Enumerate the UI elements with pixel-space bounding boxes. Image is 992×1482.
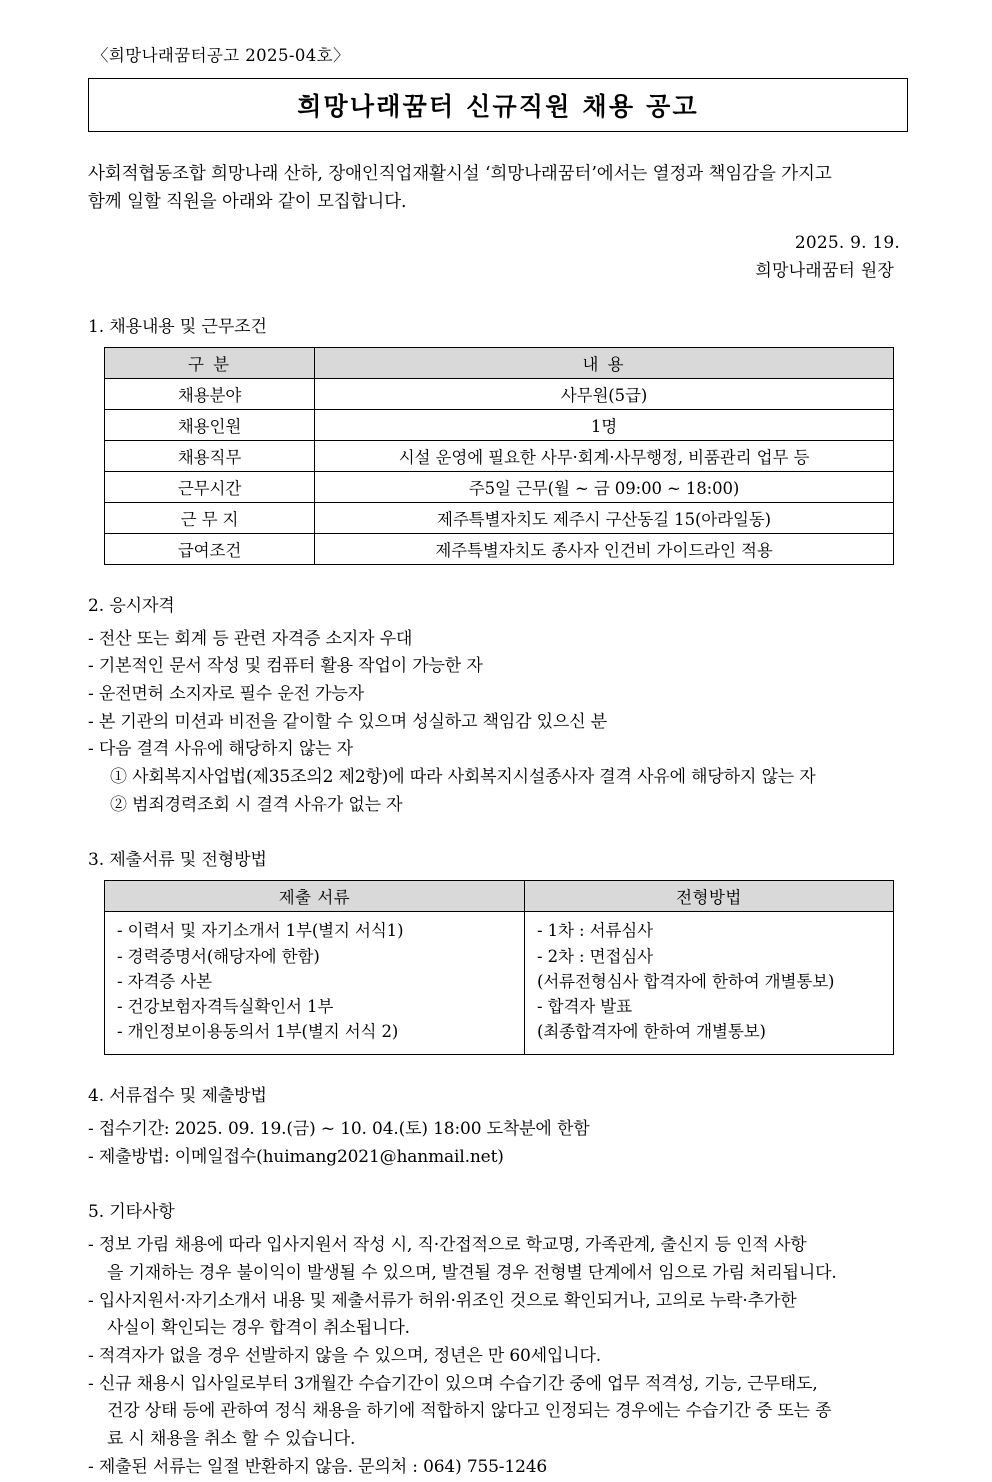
- list-item: - 입사지원서·자기소개서 내용 및 제출서류가 허위·위조인 것으로 확인되거나, 고의로 누락·추가한: [88, 1290, 797, 1311]
- document-line: - 건강보험자격득실확인서 1부: [117, 996, 334, 1016]
- intro-paragraph: [88, 160, 906, 217]
- list-item: - 기본적인 문서 작성 및 컴퓨터 활용 작업이 가능한 자: [88, 656, 483, 677]
- list-item: - 정보 가림 채용에 따라 입사지원서 작성 시, 직·간접적으로 학교명, 가족관계, 출신지 등 인적 사항: [88, 1235, 807, 1256]
- section-2-heading: 2. 응시자격: [88, 595, 175, 616]
- table-header-cell: 내 용: [315, 347, 894, 378]
- section-4-list: [88, 1116, 906, 1171]
- table-row: [105, 440, 894, 471]
- list-item: - 신규 채용시 입사일로부터 3개월간 수습기간이 있으며 수습기간 중에 업무 적격성, 기능, 근무태도,: [88, 1373, 818, 1394]
- documents-and-screening-table: [104, 880, 894, 1054]
- list-item-continuation: 건강 상태 등에 관하여 정식 채용을 하기에 적합하지 않다고 인정되는 경우에는 수습기간 중 또는 종: [107, 1401, 832, 1422]
- page-title: 희망나래꿈터 신규직원 채용 공고: [297, 91, 699, 121]
- screening-line: - 2차 : 면접심사: [537, 946, 653, 966]
- signer-name: 희망나래꿈터 원장: [755, 261, 894, 282]
- list-item-continuation: 을 기재하는 경우 불이익이 발생될 수 있으며, 발견될 경우 전형별 단계에서 임으로 가림 처리됩니다.: [107, 1262, 837, 1283]
- table-cell-label: 근 무 지: [105, 502, 315, 533]
- document-line: - 경력증명서(해당자에 한함): [117, 946, 320, 966]
- date-signature-block: [88, 230, 900, 285]
- list-item: - 접수기간: 2025. 09. 19.(금) ~ 10. 04.(토) 18:00 도착분에 한함: [88, 1118, 590, 1139]
- table-row: [105, 471, 894, 502]
- intro-line-2: 함께 일할 직원을 아래와 같이 모집합니다.: [88, 192, 407, 213]
- table-header-cell: 제출 서류: [105, 881, 525, 912]
- list-item: - 운전면허 소지자로 필수 운전 가능자: [88, 683, 364, 704]
- table-header-cell: 전형방법: [525, 881, 894, 912]
- list-item-continuation: 사실이 확인되는 경우 합격이 취소됩니다.: [107, 1318, 410, 1339]
- screening-line: (서류전형심사 합격자에 한하여 개별통보): [537, 971, 835, 991]
- screening-line: (최종합격자에 한하여 개별통보): [537, 1021, 766, 1041]
- table-row: [105, 533, 894, 564]
- list-item: - 적격자가 없을 경우 선발하지 않을 수 있으며, 정년은 만 60세입니다.: [88, 1346, 602, 1367]
- list-item: - 다음 결격 사유에 해당하지 않는 자: [88, 739, 353, 760]
- screening-line: - 1차 : 서류심사: [537, 921, 653, 941]
- table-cell-label: 근무시간: [105, 471, 315, 502]
- list-item-continuation: 료 시 채용을 취소 할 수 있습니다.: [107, 1429, 356, 1450]
- screening-method-cell: [525, 912, 894, 1054]
- section-5-list: [88, 1232, 906, 1481]
- required-documents-cell: [105, 912, 525, 1054]
- table-header-row: [105, 347, 894, 378]
- table-cell-value: 시설 운영에 필요한 사무·회계·사무행정, 비품관리 업무 등: [315, 440, 894, 471]
- table-cell-value: 주5일 근무(월 ~ 금 09:00 ~ 18:00): [315, 471, 894, 502]
- table-cell-label: 채용분야: [105, 378, 315, 409]
- table-row: [105, 378, 894, 409]
- intro-line-1: 사회적협동조합 희망나래 산하, 장애인직업재활시설 ‘희망나래꿈터’에서는 열정과 책임감을 가지고: [88, 163, 832, 184]
- table-cell-label: 급여조건: [105, 533, 315, 564]
- section-1-heading: 1. 채용내용 및 근무조건: [88, 316, 267, 337]
- table-row: [105, 912, 894, 1054]
- table-cell-value: 사무원(5급): [315, 378, 894, 409]
- screening-line: - 합격자 발표: [537, 996, 632, 1016]
- list-item: - 제출방법: 이메일접수(huimang2021@hanmail.net): [88, 1146, 504, 1167]
- list-item: - 본 기관의 미션과 비전을 같이할 수 있으며 성실하고 책임감 있으신 분: [88, 711, 608, 732]
- document-line: - 자격증 사본: [117, 971, 212, 991]
- table-cell-label: 채용직무: [105, 440, 315, 471]
- table-row: [105, 409, 894, 440]
- table-cell-value: 제주특별자치도 제주시 구산동길 15(아라일동): [315, 502, 894, 533]
- section-5-heading: 5. 기타사항: [88, 1202, 175, 1223]
- section-2-list: [88, 626, 906, 820]
- title-box: [88, 78, 908, 132]
- table-cell-label: 채용인원: [105, 409, 315, 440]
- list-item: - 전산 또는 회계 등 관련 자격증 소지자 우대: [88, 628, 413, 649]
- document-line: - 개인정보이용동의서 1부(별지 서식 2): [117, 1021, 399, 1041]
- table-header-cell: 구 분: [105, 347, 315, 378]
- table-cell-value: 제주특별자치도 종사자 인건비 가이드라인 적용: [315, 533, 894, 564]
- table-cell-value: 1명: [315, 409, 894, 440]
- list-sub-item: ① 사회복지사업법(제35조의2 제2항)에 따라 사회복지시설종사자 결격 사유에 해당하지 않는 자: [110, 767, 816, 788]
- list-item-contact: - 제출된 서류는 일절 반환하지 않음. 문의처 : 064) 755-1246: [88, 1456, 548, 1477]
- issue-date: 2025. 9. 19.: [794, 233, 900, 254]
- document-number: 〈희망나래꿈터공고 2025-04호〉: [92, 46, 350, 65]
- table-header-row: [105, 881, 894, 912]
- recruitment-details-table: [104, 347, 894, 565]
- document-line: - 이력서 및 자기소개서 1부(별지 서식1): [117, 921, 404, 941]
- section-3-heading: 3. 제출서류 및 전형방법: [88, 850, 267, 871]
- table-row: [105, 502, 894, 533]
- list-sub-item: ② 범죄경력조회 시 결격 사유가 없는 자: [110, 794, 403, 815]
- section-4-heading: 4. 서류접수 및 제출방법: [88, 1085, 267, 1106]
